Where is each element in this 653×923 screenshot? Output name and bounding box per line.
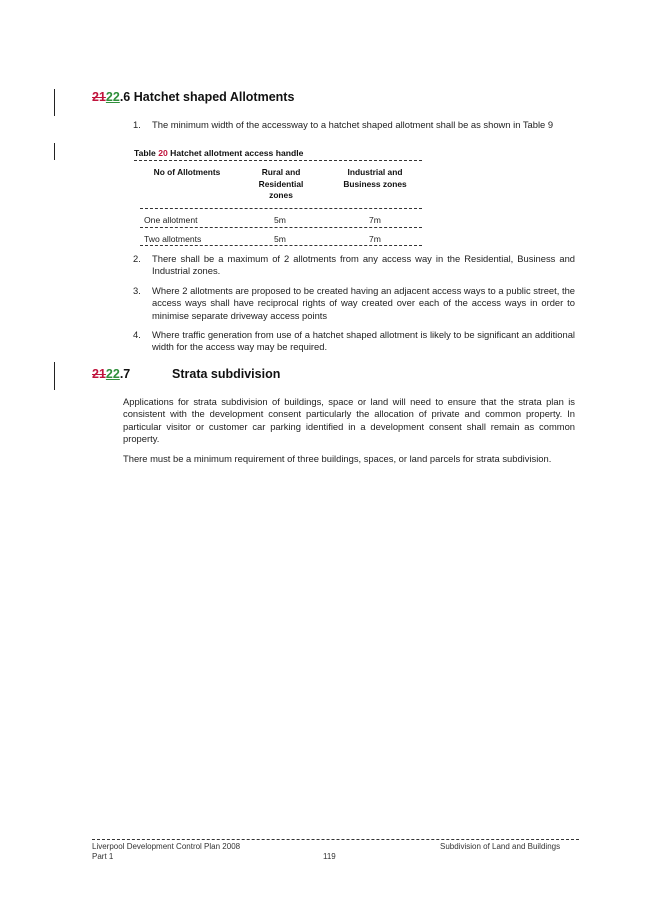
table-rule-bottom — [140, 245, 422, 246]
table-rule-header — [140, 208, 422, 209]
footer-doc-title: Liverpool Development Control Plan 2008 — [92, 842, 241, 851]
table-header-rural-residential: Rural and Residential zones — [258, 167, 304, 200]
section-suffix: .6 — [119, 90, 131, 104]
inserted-section-number: 22 — [105, 90, 120, 104]
deleted-table-number: 20 — [158, 148, 168, 158]
list-item: 3. Where 2 allotments are proposed to be created having an adjacent access ways to a public street, the access ways shall have reciprocal rights of way created over each of the access ways in order to minimise separate driveway access points — [133, 285, 575, 321]
section-title: Strata subdivision — [172, 367, 281, 381]
footer-part: Part 1 — [92, 852, 114, 861]
table-cell: One allotment — [144, 215, 198, 225]
table-header-allotments: No of Allotments — [153, 167, 221, 177]
table-header-industrial-business: Industrial and Business zones — [343, 167, 407, 189]
list-item: 1. The minimum width of the accessway to a hatchet shaped allotment shall be as shown in Table 9 — [133, 119, 554, 130]
footer-section-name: Subdivision of Land and Buildings — [440, 842, 561, 851]
footer-page-number: 119 — [323, 852, 336, 861]
body-paragraph: Applications for strata subdivision of buildings, space or land will need to ensure that the strata plan is consistent with the development consent particularly the allocation of private and common property. In particular visitor or customer car parking identified in a development consent shall remain as common property. — [123, 396, 575, 445]
list-item: 2. There shall be a maximum of 2 allotments from any access way in the Residential, Business and Industrial zones. — [133, 253, 575, 277]
change-bar — [54, 362, 55, 390]
table-cell: 5m — [274, 234, 286, 244]
table-cell: 5m — [274, 215, 286, 225]
table-cell: Two allotments — [144, 234, 202, 244]
body-paragraph: There must be a minimum requirement of three buildings, spaces, or land parcels for strata subdivision. — [123, 453, 552, 464]
table-caption: Table 20 Hatchet allotment access handle — [134, 148, 304, 158]
section-suffix: .7 — [119, 367, 131, 381]
section-title: Hatchet shaped Allotments — [133, 90, 295, 104]
section-heading-hatchet — [92, 90, 294, 104]
deleted-section-number: 21 — [92, 367, 106, 381]
table-row-rule — [140, 227, 422, 228]
list-item: 4. Where traffic generation from use of a hatchet shaped allotment is likely to be significant an additional width for the access way may be required. — [133, 329, 575, 353]
table-cell: 7m — [369, 215, 381, 225]
change-bar — [54, 89, 55, 116]
table-rule-top — [134, 160, 422, 161]
inserted-section-number: 22 — [105, 367, 120, 381]
section-heading-strata — [92, 367, 130, 381]
table-cell: 7m — [369, 234, 381, 244]
deleted-section-number: 21 — [92, 90, 106, 104]
footer-rule — [92, 839, 579, 840]
change-bar — [54, 143, 55, 160]
